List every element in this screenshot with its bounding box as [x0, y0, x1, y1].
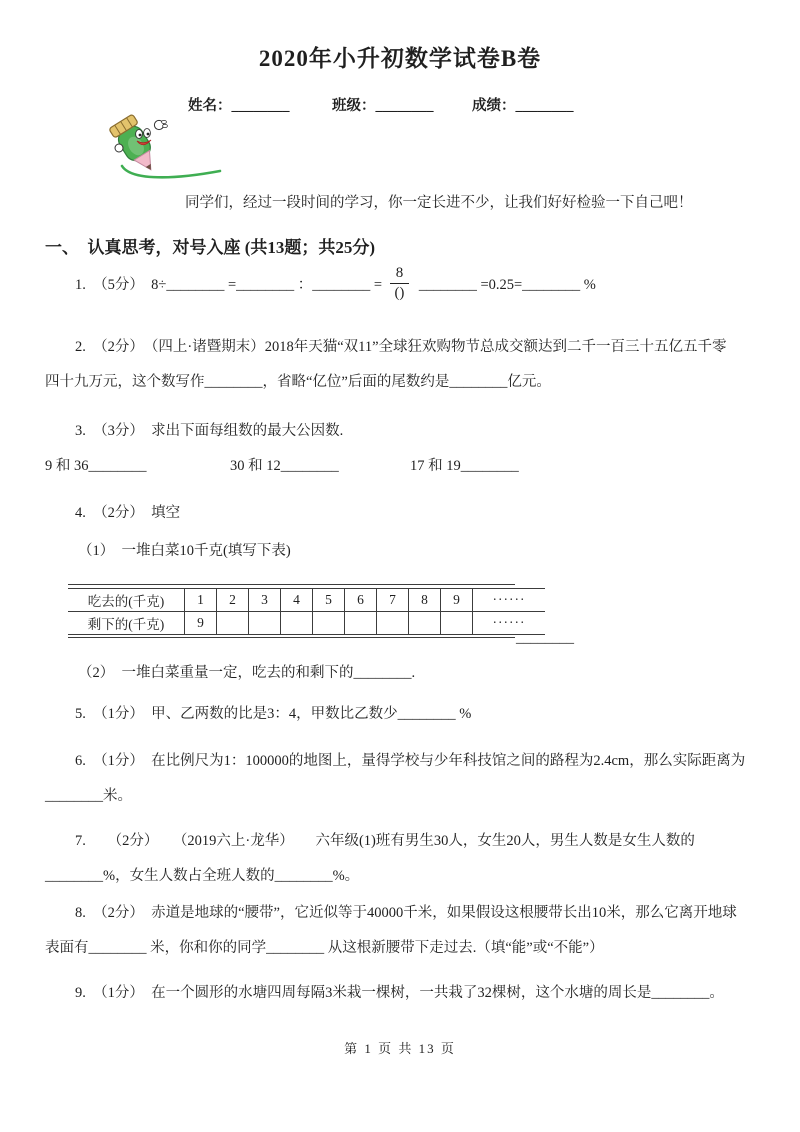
fillin-table: [68, 584, 526, 638]
table-answer-blank: ________: [516, 630, 574, 646]
student-score-field: 成绩：________: [472, 98, 574, 114]
student-info-row: [0, 94, 800, 114]
table-row: [68, 588, 545, 611]
gcd-pair-1: 9 和 36________: [45, 458, 147, 474]
table-cell: 9: [185, 611, 217, 634]
question-4-sub-2: （2） 一堆白菜重量一定，吃去的和剩下的________.: [78, 665, 416, 681]
fraction-denominator: (): [394, 285, 405, 302]
table-cell: [345, 611, 377, 634]
cartoon-pencil-mascot-icon: [92, 114, 224, 184]
student-class-field: 班级：________: [332, 98, 434, 114]
motto-text: 同学们，经过一段时间的学习，你一定长进不少，让我们好好检验一下自己吧！: [185, 195, 693, 211]
question-2: [45, 330, 760, 400]
question-1-text-pre: 1. （5分） 8÷________ =________ ：________ =: [75, 277, 383, 293]
table-cell: 7: [377, 588, 409, 611]
table-cell: [313, 611, 345, 634]
question-6-line-2: ________米。: [45, 788, 132, 804]
question-8: [45, 896, 760, 966]
question-6: [45, 744, 760, 814]
question-7-line-2: ________%，女生人数占全班人数的________%。: [45, 868, 360, 884]
table-cell: 1: [185, 588, 217, 611]
question-5: [45, 697, 760, 732]
question-1-text-post: ________ =0.25=________ %: [418, 277, 596, 293]
question-4-sub-1: （1） 一堆白菜10千克(填写下表): [78, 543, 291, 559]
question-4-line-1: 4. （2分） 填空: [75, 505, 181, 521]
question-5-line-1: 5. （1分） 甲、乙两数的比是3：4，甲数比乙数少________ %: [75, 706, 472, 722]
page-title: 2020年小升初数学试卷B卷: [258, 46, 542, 71]
table-cell: [377, 611, 409, 634]
table-cell: [441, 611, 473, 634]
table-cell: 4: [281, 588, 313, 611]
table-row-header: 吃去的(千克): [68, 588, 185, 611]
question-1: [45, 262, 790, 308]
table-cell-ellipsis: ······: [473, 611, 546, 634]
table-row: [68, 611, 545, 634]
table-cell: [281, 611, 313, 634]
question-8-line-1: 8. （2分） 赤道是地球的“腰带”，它近似等于40000千米，如果假设这根腰带长出10米，那么它离开地球: [75, 905, 737, 921]
question-3-groups: [45, 449, 760, 484]
question-8-line-2: 表面有________ 米，你和你的同学________ 从这根新腰带下走过去.（填“能”或“不能”）: [45, 940, 604, 956]
question-3-line-1: 3. （3分） 求出下面每组数的最大公因数.: [75, 423, 344, 439]
gcd-pair-3: 17 和 19________: [410, 458, 519, 474]
question-3: [45, 414, 760, 484]
fraction-numerator: 8: [390, 265, 410, 284]
question-6-line-1: 6. （1分） 在比例尺为1：100000的地图上，量得学校与少年科技馆之间的路程为2.4cm，那么实际距离为: [75, 753, 746, 769]
table-cell: [249, 611, 281, 634]
question-9: [45, 976, 760, 1011]
gcd-pair-2: 30 和 12________: [230, 458, 339, 474]
question-2-line-1: 2. （2分） （四上·诸暨期末）2018年天猫“双11”全球狂欢购物节总成交额达到二千一百三十五亿五千零: [75, 339, 727, 355]
fraction: [390, 265, 410, 303]
question-9-line-1: 9. （1分） 在一个圆形的水塘四周每隔3米栽一棵树，一共栽了32棵树，这个水塘的周长是________。: [75, 985, 724, 1001]
table-cell: 2: [217, 588, 249, 611]
question-4: [45, 496, 760, 569]
question-7-line-1: 7. （2分） （2019六上·龙华） 六年级(1)班有男生30人，女生20人，男生人数是女生人数的: [75, 833, 695, 849]
table-cell: 3: [249, 588, 281, 611]
table-cell: 8: [409, 588, 441, 611]
table-cell: [409, 611, 441, 634]
question-7: [45, 824, 760, 894]
section-heading: 一、 认真思考，对号入座 (共13题；共25分): [45, 238, 376, 257]
table-cell-ellipsis: ······: [473, 588, 546, 611]
table-cell: [217, 611, 249, 634]
table-cell: 9: [441, 588, 473, 611]
table-cell: 6: [345, 588, 377, 611]
table-cell: 5: [313, 588, 345, 611]
table-row-header: 剩下的(千克): [68, 611, 185, 634]
question-2-line-2: 四十九万元，这个数写作________，省略“亿位”后面的尾数约是________亿元。: [45, 374, 551, 390]
footer-page-number: 第 1 页 共 13 页: [344, 1041, 456, 1056]
student-name-field: 姓名：________: [188, 98, 290, 114]
